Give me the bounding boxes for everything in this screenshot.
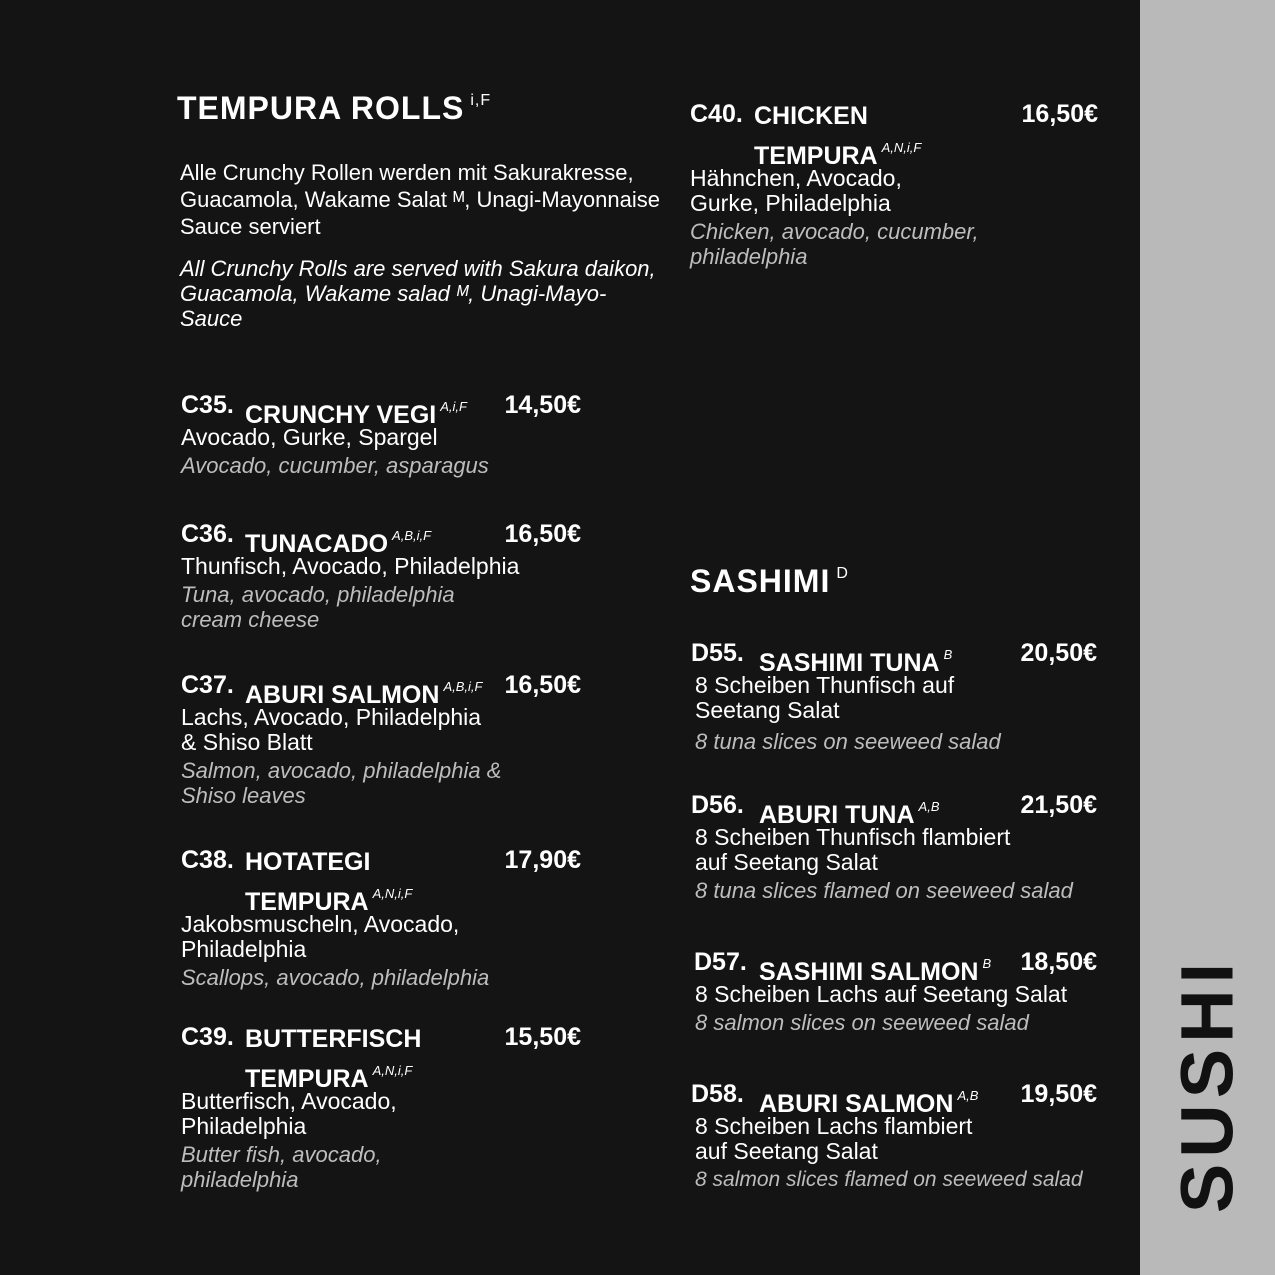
- item-allergens: A,i,F: [440, 399, 467, 414]
- item-code: C40.: [690, 100, 743, 128]
- item-description-en: 8 salmon slices flamed on seeweed salad: [695, 1168, 1083, 1191]
- item-name: SASHIMI TUNA $^B$: [759, 647, 953, 677]
- item-code: D56.: [691, 791, 744, 819]
- item-name: ABURI TUNA $^{A,B}$: [759, 799, 940, 829]
- item-description-de: Jakobsmuscheln, Avocado, Philadelphia: [181, 911, 460, 962]
- item-allergens: B: [982, 956, 992, 971]
- item-code: C36.: [181, 520, 234, 548]
- item-description-en: 8 salmon slices on seeweed salad: [695, 1010, 1029, 1035]
- item-code: C39.: [181, 1023, 234, 1051]
- menu-item-c38: [181, 846, 581, 990]
- item-description-de: Avocado, Gurke, Spargel: [181, 424, 438, 450]
- item-description-de: Thunfisch, Avocado, Philadelphia: [181, 553, 520, 579]
- item-name: HOTATEGI TEMPURA $^{A,N,i,F}$: [245, 848, 413, 916]
- item-price: 16,50€: [504, 520, 581, 548]
- item-code: D55.: [691, 639, 744, 667]
- item-price: 16,50€: [504, 671, 581, 699]
- item-description-en: 8 tuna slices on seeweed salad: [695, 729, 1001, 754]
- item-code: C38.: [181, 846, 234, 874]
- menu-item-c37: [181, 671, 581, 808]
- item-allergens: A,N,i,F: [881, 140, 922, 155]
- item-allergens: A,B: [918, 799, 940, 814]
- item-code: C35.: [181, 391, 234, 419]
- item-description-en: Chicken, avocado, cucumber, philadelphia: [690, 219, 979, 269]
- item-name: SASHIMI SALMON $^B$: [759, 956, 992, 986]
- item-name: CRUNCHY VEGI $^{A,i,F}$: [245, 399, 467, 429]
- item-price: 14,50€: [504, 391, 581, 419]
- sashimi-section-title: SASHIMI $^D$: [690, 563, 849, 599]
- item-code: D57.: [694, 948, 747, 976]
- item-price: 19,50€: [1020, 1080, 1097, 1108]
- item-price: 17,90€: [504, 846, 581, 874]
- item-allergens: A,B,i,F: [443, 679, 483, 694]
- item-description-en: Scallops, avocado, philadelphia: [181, 965, 490, 990]
- item-price: 21,50€: [1020, 791, 1097, 819]
- item-description-en: Avocado, cucumber, asparagus: [181, 453, 489, 478]
- item-price: 16,50€: [1021, 100, 1098, 128]
- item-allergens: A,B,i,F: [392, 528, 432, 543]
- item-code: D58.: [691, 1080, 744, 1108]
- item-description-en: Salmon, avocado, philadelphia & Shiso leaves: [181, 758, 502, 808]
- item-description-de: 8 Scheiben Lachs flambiert auf Seetang Salat: [695, 1113, 973, 1164]
- item-description-en: 8 tuna slices flamed on seeweed salad: [695, 878, 1073, 903]
- tempura-intro-en: All Crunchy Rolls are served with Sakura daikon, Guacamola, Wakame salad ᴹ, Unagi-Mayo-Sauce: [180, 256, 656, 331]
- item-description-de: Hähnchen, Avocado, Gurke, Philadelphia: [690, 165, 902, 216]
- item-price: 18,50€: [1020, 948, 1097, 976]
- menu-item-d57: [694, 948, 1097, 1035]
- item-price: 20,50€: [1020, 639, 1097, 667]
- menu-item-c36: [181, 520, 581, 632]
- item-description-de: 8 Scheiben Lachs auf Seetang Salat: [695, 981, 1068, 1007]
- tempura-intro-de: Alle Crunchy Rollen werden mit Sakurakresse, Guacamola, Wakame Salat ᴹ, Unagi-Mayonnaise Sauce serviert: [180, 160, 660, 239]
- tempura-allergens: i,F: [470, 92, 492, 109]
- menu-item-d55: [691, 639, 1097, 754]
- item-description-en: Tuna, avocado, philadelphia cream cheese: [181, 582, 455, 632]
- menu-item-c35: [181, 391, 581, 478]
- item-description-de: Butterfisch, Avocado, Philadelphia: [181, 1088, 397, 1139]
- category-label: SUSHI: [1165, 956, 1249, 1214]
- item-name: BUTTERFISCH TEMPURA $^{A,N,i,F}$: [245, 1025, 422, 1093]
- menu-item-c40: [690, 100, 1098, 269]
- item-name: TUNACADO $^{A,B,i,F}$: [245, 528, 432, 558]
- item-allergens: A,N,i,F: [372, 886, 413, 901]
- tempura-section-title: TEMPURA ROLLS $^{i,F}$: [177, 90, 492, 126]
- item-description-de: Lachs, Avocado, Philadelphia & Shiso Blatt: [181, 704, 482, 755]
- item-allergens: B: [943, 647, 953, 662]
- menu-item-c39: [181, 1023, 581, 1192]
- item-name: ABURI SALMON $^{A,B,i,F}$: [245, 679, 483, 709]
- menu-item-d56: [691, 791, 1097, 903]
- item-code: C37.: [181, 671, 234, 699]
- item-description-de: 8 Scheiben Thunfisch flambiert auf Seetang Salat: [695, 824, 1011, 875]
- item-description-de: 8 Scheiben Thunfisch auf Seetang Salat: [695, 672, 955, 723]
- item-name: CHICKEN TEMPURA $^{A,N,i,F}$: [754, 102, 922, 170]
- menu-item-d58: [691, 1080, 1097, 1192]
- sashimi-allergens: D: [836, 565, 849, 582]
- item-allergens: A,N,i,F: [372, 1063, 413, 1078]
- item-description-en: Butter fish, avocado, philadelphia: [181, 1142, 382, 1192]
- item-price: 15,50€: [504, 1023, 581, 1051]
- item-allergens: A,B: [957, 1088, 979, 1103]
- item-name: ABURI SALMON $^{A,B}$: [759, 1088, 979, 1118]
